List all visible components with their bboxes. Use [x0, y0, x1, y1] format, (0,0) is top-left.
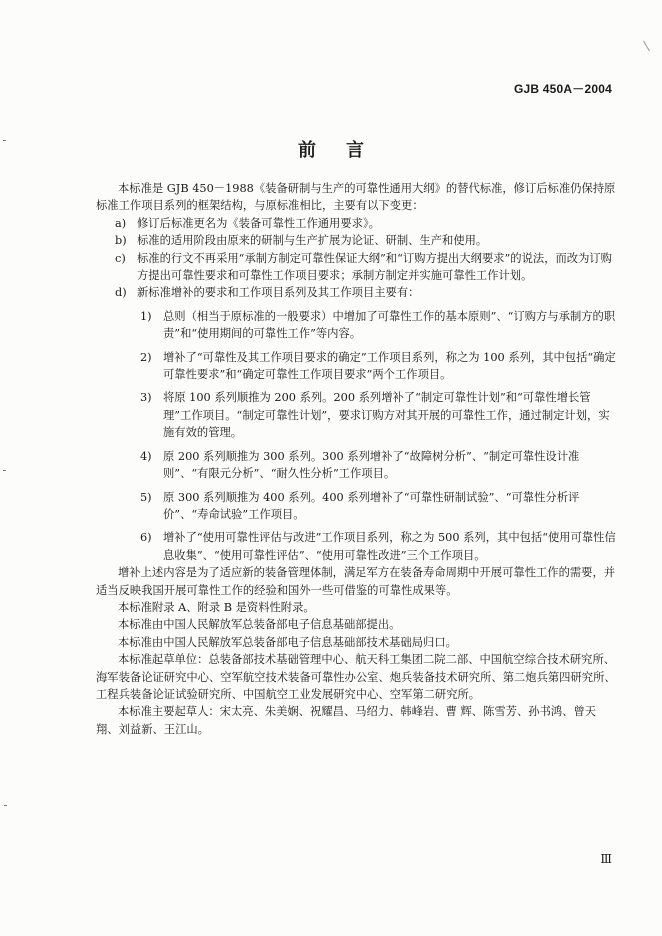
- list-item-text: 总则（相当于原标准的一般要求）中增加了可靠性工作的基本原则”、“订购方与承制方的职责”和“使用期间的可靠性工作”等内容。: [163, 309, 616, 341]
- list-marker: a): [115, 216, 127, 230]
- list-item-text: 增补了“可靠性及其工作项目要求的确定”工作项目系列，称之为 100 系列，其中包括“确定可靠性要求”和“确定可靠性工作项目要求”两个工作项目。: [163, 350, 616, 382]
- document-body: [96, 180, 616, 738]
- management-paragraph: 本标准由中国人民解放军总装备部电子信息基础部技术基础局归口。: [118, 635, 457, 649]
- appendix-paragraph: 本标准附录 A、附录 B 是资料性附录。: [118, 600, 315, 614]
- scan-mark: [3, 470, 6, 471]
- proposer-paragraph: 本标准由中国人民解放军总装备部电子信息基础部提出。: [118, 618, 401, 632]
- drafters-paragraph: 本标准主要起草人：宋太亮、朱美娴、祝耀昌、马绍力、韩峰岩、曹 辉、陈雪芳、孙书鸿、曾天翔、刘益新、王江山。: [96, 705, 597, 736]
- list-item-text: 标准的行文不再采用“承制方制定可靠性保证大纲”和“订购方提出大纲要求”的说法，而改为订购方提出可靠性要求和可靠性工作项目要求；承制方制定并实施可靠性工作计划。: [137, 251, 612, 283]
- list-marker: c): [115, 251, 126, 265]
- list-marker: d): [115, 286, 127, 300]
- list-marker: 4): [140, 449, 152, 463]
- list-item-text: 增补了“使用可靠性评估与改进”工作项目系列，称之为 500 系列，其中包括“使用可靠性信息收集”、“使用可靠性评估”、“使用可靠性改进”三个工作项目。: [163, 531, 616, 562]
- addition-item-6: [96, 529, 616, 564]
- list-marker: 5): [140, 490, 152, 504]
- list-item-text: 标准的适用阶段由原来的研制与生产扩展为论证、研制、生产和使用。: [137, 234, 488, 248]
- list-marker: 3): [140, 391, 152, 405]
- addition-item-3: [96, 389, 616, 441]
- purpose-paragraph: 增补上述内容是为了适应新的装备管理体制，满足军方在装备寿命周期中开展可靠性工作的需要，并适当反映我国开展可靠性工作的经验和国外一些可借鉴的可靠性成果等。: [96, 566, 616, 597]
- list-marker: b): [115, 234, 127, 248]
- change-item-a: [96, 215, 616, 232]
- page-number: Ⅲ: [600, 852, 612, 866]
- page-title: 前言: [298, 140, 394, 161]
- change-item-d: [96, 284, 616, 301]
- scan-mark: [4, 805, 7, 806]
- list-item-text: 修订后标准更名为《装备可靠性工作通用要求》。: [137, 216, 380, 230]
- change-item-c: [96, 250, 616, 285]
- addition-item-1: [96, 308, 616, 343]
- list-marker: 2): [140, 350, 152, 364]
- list-marker: 1): [140, 309, 152, 323]
- scan-mark: [643, 41, 650, 52]
- addition-item-5: [96, 489, 616, 524]
- document-code: GJB 450A－2004: [514, 82, 612, 96]
- intro-paragraph: 本标准是 GJB 450－1988《装备研制与生产的可靠性通用大纲》的替代标准，修订后标准仍保持原标准工作项目系列的框架结构，与原标准相比，主要有以下变更：: [96, 182, 616, 213]
- list-item-text: 新标准增补的要求和工作项目系列及其工作项目主要有：: [137, 286, 420, 300]
- addition-item-2: [96, 349, 616, 384]
- scan-mark: [3, 140, 6, 141]
- change-item-b: [96, 232, 616, 249]
- list-item-text: 原 200 系列顺推为 300 系列。300 系列增补了“故障树分析”、“制定可靠性设计准则”、“有限元分析”、“耐久性分析”工作项目。: [163, 449, 580, 481]
- list-item-text: 原 300 系列顺推为 400 系列。400 系列增补了“可靠性研制试验”、“可靠性分析评价”、“寿命试验”工作项目。: [163, 490, 580, 521]
- list-marker: 6): [140, 531, 152, 545]
- addition-item-4: [96, 448, 616, 483]
- drafting-units-paragraph: 本标准起草单位：总装备部技术基础管理中心、航天科工集团二院二部、中国航空综合技术研究所、海军装备论证研究中心、空军航空技术装备可靠性办公室、炮兵装备技术研究所、第二炮兵第四研究所、工程兵装备论证试验研究所、中国航空工业发展研究中心、空军第二研究所。: [96, 653, 616, 701]
- list-item-text: 将原 100 系列顺推为 200 系列。200 系列增补了“制定可靠性计划”和“可靠性增长管理”工作项目。“制定可靠性计划”，要求订购方对其开展的可靠性工作，通过制定计划，实施有效的管理。: [163, 391, 610, 440]
